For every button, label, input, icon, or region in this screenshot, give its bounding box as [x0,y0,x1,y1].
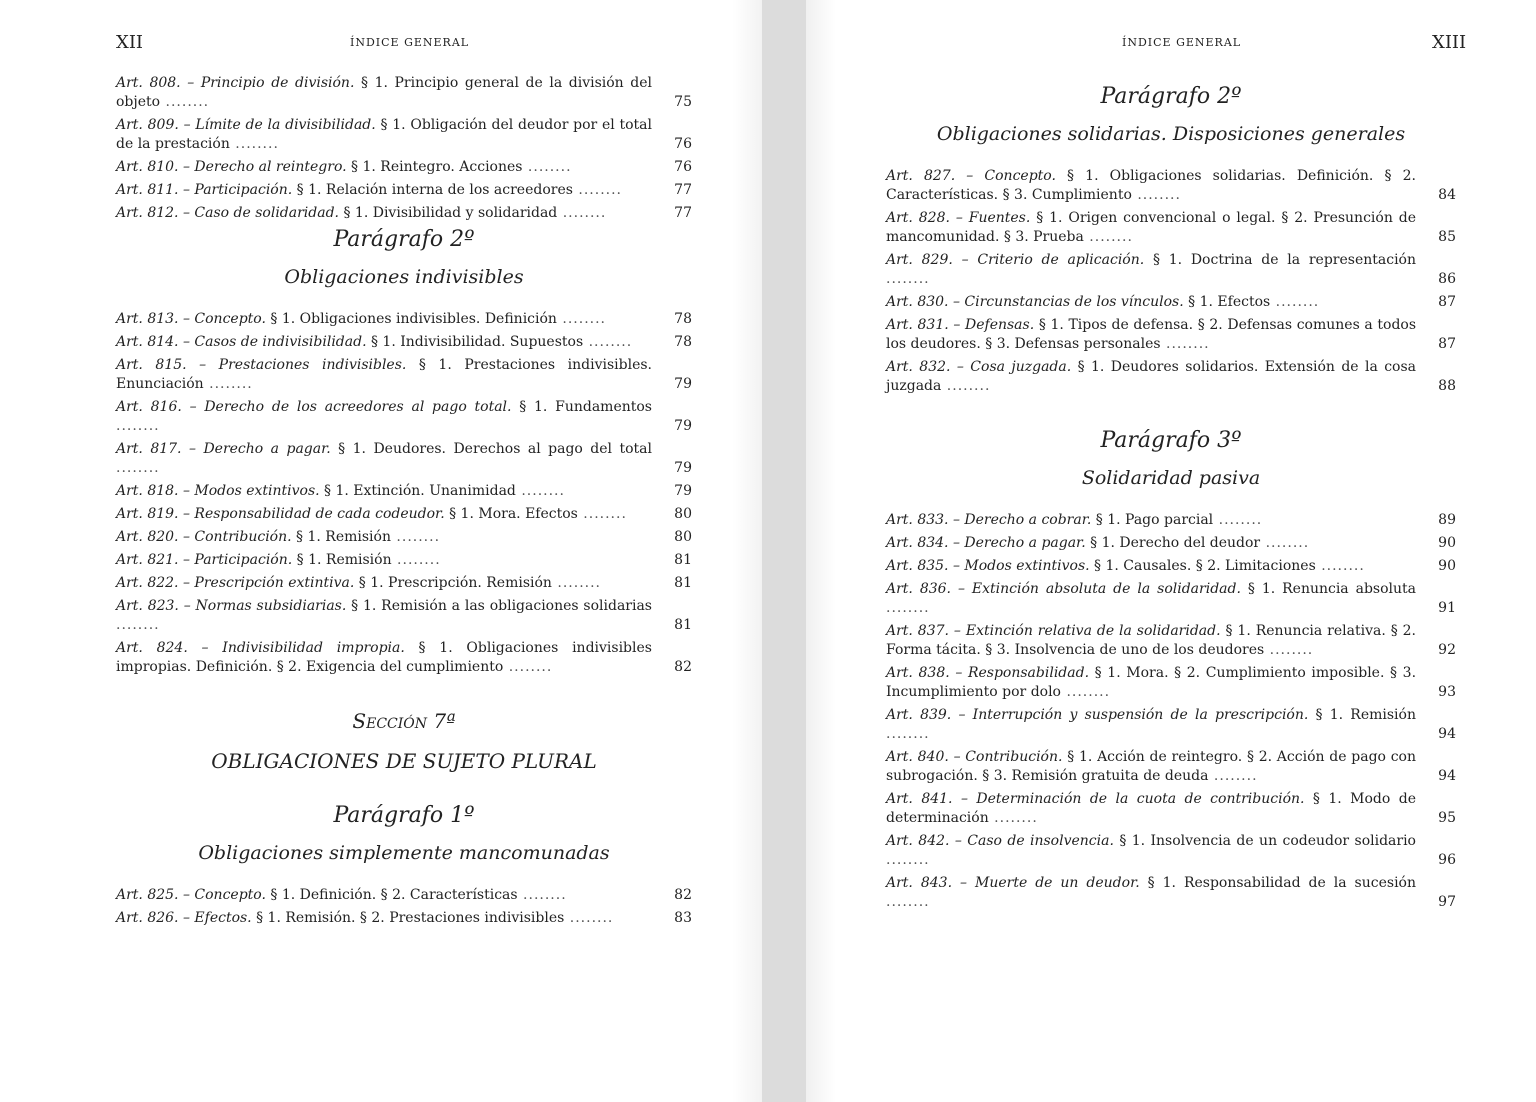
toc-entry-text [886,293,1456,312]
toc-entry[interactable] [116,440,692,478]
article-title: – Extinción relativa de la solidaridad. [953,623,1221,639]
toc-entry-text [886,167,1456,205]
article-title: – Derecho a pagar. [188,441,331,457]
toc-entry-text [886,832,1456,870]
dot-leader: ........ [557,205,607,221]
page-ref: 96 [1438,852,1456,868]
page-ref: 94 [1438,768,1456,784]
toc-entry[interactable] [886,293,1456,312]
toc-entry[interactable] [886,748,1456,786]
article-summary: § 1. Pago parcial [1091,512,1214,528]
article-label: Art. 837. [886,623,949,639]
article-summary: § 1. Indivisibilidad. Supuestos [366,334,584,350]
article-summary: § 1. Derecho del deudor [1085,535,1261,551]
article-label: Art. 830. [886,294,949,310]
article-label: Art. 838. [886,665,950,681]
paragraph-heading: Parágrafo 3º [1100,428,1242,453]
paragraph-heading: Parágrafo 1º [333,803,475,828]
toc-entry[interactable] [116,551,692,570]
page-ref: 92 [1438,642,1456,658]
article-summary: § 1. Extinción. Unanimidad [319,483,516,499]
toc-entry-text [886,358,1456,396]
dot-leader: ........ [116,460,160,476]
toc-entry-text [886,748,1456,786]
paragraph-heading: Obligaciones solidarias. Disposiciones generales [936,123,1406,145]
article-summary: § 1. Mora. § 2. Cumplimiento imposible. § 3. Incumplimiento por dolo [886,665,1417,700]
page-number: XII [116,32,144,53]
article-title: – Cosa juzgada. [956,359,1072,375]
toc-entry[interactable] [886,534,1456,553]
dot-leader: ........ [577,506,627,522]
paragraph-heading: Solidaridad pasiva [1081,467,1261,489]
page-ref: 87 [1438,336,1456,352]
toc-entry-text [116,356,692,394]
article-title: – Participación. [182,552,293,568]
toc-entry[interactable] [116,333,692,352]
article-title: – Derecho a pagar. [952,535,1086,551]
article-title: – Normas subsidiarias. [183,598,347,614]
page-ref: 79 [674,460,692,476]
spacer [116,681,692,709]
article-title: – Circunstancias de los vínculos. [952,294,1184,310]
article-title: – Responsabilidad de cada codeudor. [182,506,445,522]
toc-entry[interactable] [886,874,1456,912]
article-label: Art. 818. [116,483,179,499]
article-summary: § 1. Obligación del deudor por el total de la prestación [116,117,652,152]
toc-entry-text [116,181,692,200]
article-title: – Concepto. [182,311,266,327]
article-title: – Determinación de la cuota de contribución. [960,791,1305,807]
article-summary: § 1. Prescripción. Remisión [354,575,552,591]
dot-leader: ........ [556,311,606,327]
page-ref: 93 [1438,684,1456,700]
toc-entry-text [886,511,1456,530]
article-summary: § 1. Prestaciones indivisibles. Enunciación [116,357,652,392]
toc-entry[interactable] [886,167,1456,205]
paragraph-heading: Obligaciones indivisibles [284,266,524,288]
toc-column [886,84,1456,916]
dot-leader: ........ [1083,229,1133,245]
article-title: – Derecho de los acreedores al pago total. [189,399,512,415]
spacer [886,400,1456,428]
dot-leader: ........ [515,483,565,499]
dot-leader: ........ [886,726,930,742]
toc-entry[interactable] [886,622,1456,660]
dot-leader: ........ [203,376,253,392]
article-label: Art. 831. [886,317,949,333]
article-summary: § 1. Reintegro. Acciones [346,159,523,175]
toc-entry-text [886,622,1456,660]
page-ref: 81 [674,617,692,633]
toc-entry[interactable] [116,310,692,329]
toc-entry-text [886,790,1456,828]
toc-entry-text [116,204,692,223]
page-ref: 85 [1438,229,1456,245]
article-label: Art. 828. [886,210,950,226]
article-summary: § 1. Efectos [1183,294,1271,310]
article-summary: § 1. Renuncia relativa. § 2. Forma tácita. § 3. Insolvencia de uno de los deudores [886,623,1416,658]
dot-leader: ........ [886,600,930,616]
paragraph-heading: Obligaciones simplemente mancomunadas [198,842,610,864]
gutter-shadow [732,0,762,1102]
dot-leader: ........ [116,418,160,434]
article-label: Art. 808. [116,75,181,91]
article-title: – Contribución. [182,529,292,545]
article-title: – Concepto. [966,168,1056,184]
page-ref: 94 [1438,726,1456,742]
article-summary: § 1. Fundamentos [511,399,652,415]
toc-entry-text [116,886,692,905]
article-summary: § 1. Remisión. § 2. Prestaciones indivisibles [251,910,565,926]
page-ref: 79 [674,418,692,434]
toc-entry-text [116,505,692,524]
toc-entry-text [116,74,692,112]
toc-entry[interactable] [116,356,692,394]
article-title: – Límite de la divisibilidad. [183,117,376,133]
page-ref: 83 [674,910,692,926]
paragraph-heading: Parágrafo 2º [333,227,475,252]
article-summary: § 1. Insolvencia de un codeudor solidario [1113,833,1416,849]
toc-entry-text [886,209,1456,247]
article-summary: § 1. Relación interna de los acreedores [292,182,573,198]
page-ref: 75 [674,94,692,110]
toc-entry[interactable] [886,832,1456,870]
article-label: Art. 810. [116,159,179,175]
page-ref: 86 [1438,271,1456,287]
paragraph-heading: Parágrafo 2º [1100,84,1242,109]
article-summary: § 1. Deudores. Derechos al pago del total [330,441,652,457]
article-label: Art. 820. [116,529,179,545]
toc-entry[interactable] [116,204,692,223]
page-ref: 77 [674,182,692,198]
dot-leader: ........ [160,94,210,110]
toc-entry-text [886,706,1456,744]
article-summary: § 1. Responsabilidad de la sucesión [1139,875,1416,891]
toc-entry[interactable] [886,664,1456,702]
toc-entry-text [116,158,692,177]
toc-column [116,74,692,932]
toc-entry[interactable] [116,528,692,547]
article-label: Art. 815. [116,357,187,373]
toc-entry[interactable] [886,790,1456,828]
toc-entry[interactable] [886,511,1456,530]
page-ref: 97 [1438,894,1456,910]
article-label: Art. 842. [886,833,950,849]
dot-leader: ........ [116,617,160,633]
toc-entry-text [886,251,1456,289]
article-label: Art. 825. [116,887,179,903]
page-ref: 82 [674,887,692,903]
dot-leader: ........ [522,159,572,175]
article-title: – Extinción absoluta de la solidaridad. [957,581,1241,597]
dot-leader: ........ [564,910,614,926]
toc-entry-text [116,528,692,547]
article-title: – Interrupción y suspensión de la prescripción. [958,707,1309,723]
toc-entry-text [116,551,692,570]
page-ref: 95 [1438,810,1456,826]
dot-leader: ........ [1208,768,1258,784]
article-title: – Derecho al reintegro. [182,159,347,175]
toc-entry[interactable] [116,886,692,905]
dot-leader: ........ [1315,558,1365,574]
dot-leader: ........ [1260,535,1310,551]
article-label: Art. 809. [116,117,179,133]
page-ref: 77 [674,205,692,221]
article-label: Art. 840. [886,749,949,765]
section-heading: OBLIGACIONES DE SUJETO PLURAL [211,749,597,773]
toc-entry-text [886,874,1456,912]
toc-entry[interactable] [886,358,1456,396]
dot-leader: ........ [583,334,633,350]
article-label: Art. 832. [886,359,951,375]
section-heading: Sección 7ª [352,709,456,733]
dot-leader: ........ [1131,187,1181,203]
toc-entry[interactable] [116,597,692,635]
dot-leader: ........ [572,182,622,198]
dot-leader: ........ [886,852,930,868]
toc-entry-text [116,310,692,329]
toc-entry[interactable] [886,251,1456,289]
article-label: Art. 816. [116,399,182,415]
page-ref: 78 [674,311,692,327]
toc-entry-text [886,580,1456,618]
page-ref: 88 [1438,378,1456,394]
toc-entry-text [116,333,692,352]
article-title: – Responsabilidad. [955,665,1090,681]
article-title: – Prestaciones indivisibles. [199,357,407,373]
page-ref: 81 [674,552,692,568]
article-summary: § 1. Remisión a las obligaciones solidarias [346,598,652,614]
article-summary: § 1. Obligaciones indivisibles. Definición [265,311,557,327]
dot-leader: ........ [390,529,441,545]
article-label: Art. 819. [116,506,179,522]
article-title: – Efectos. [182,910,252,926]
article-summary: § 1. Deudores solidarios. Extensión de la cosa juzgada [886,359,1417,394]
article-title: – Modos extintivos. [952,558,1090,574]
article-title: – Modos extintivos. [182,483,320,499]
page-ref: 91 [1438,600,1456,616]
article-summary: § 1. Modo de determinación [886,791,1417,826]
article-title: – Defensas. [953,317,1035,333]
running-head: ÍNDICE GENERAL [1122,36,1242,49]
toc-entry-text [116,574,692,593]
page-ref: 80 [674,529,692,545]
dot-leader: ........ [517,887,567,903]
article-title: – Criterio de aplicación. [961,252,1145,268]
toc-entry-text [116,597,692,635]
article-label: Art. 835. [886,558,949,574]
toc-entry[interactable] [886,706,1456,744]
dot-leader: ........ [988,810,1038,826]
article-label: Art. 811. [116,182,179,198]
article-summary: § 1. Mora. Efectos [444,506,578,522]
toc-entry[interactable] [116,158,692,177]
article-label: Art. 834. [886,535,949,551]
dot-leader: ........ [1264,642,1314,658]
page-ref: 79 [674,483,692,499]
article-label: Art. 821. [116,552,179,568]
article-title: – Casos de indivisibilidad. [182,334,367,350]
article-summary: § 1. Acción de reintegro. § 2. Acción de pago con subrogación. § 3. Remisión gratuita de deuda [886,749,1416,784]
gutter-shadow [806,0,836,1102]
page-ref: 76 [674,159,692,175]
toc-entry[interactable] [886,316,1456,354]
toc-entry-text [116,639,692,677]
article-summary: § 1. Obligaciones solidarias. Definición. § 2. Características. § 3. Cumplimiento [886,168,1416,203]
toc-entry[interactable] [886,580,1456,618]
article-title: – Concepto. [182,887,266,903]
dot-leader: ........ [886,271,930,287]
toc-entry[interactable] [116,116,692,154]
left-page [0,0,762,1102]
page-number: XIII [1432,32,1467,53]
page-ref: 90 [1438,535,1456,551]
article-summary: § 1. Doctrina de la representación [1144,252,1416,268]
toc-entry[interactable] [886,209,1456,247]
dot-leader: ........ [886,894,930,910]
article-label: Art. 822. [116,575,179,591]
article-label: Art. 826. [116,910,179,926]
page-ref: 76 [674,136,692,152]
toc-entry-text [116,909,692,928]
toc-entry-text [886,316,1456,354]
page-ref: 82 [674,659,692,675]
article-summary: § 1. Renuncia absoluta [1240,581,1416,597]
article-title: – Caso de insolvencia. [954,833,1114,849]
article-label: Art. 833. [886,512,949,528]
article-title: – Prescripción extintiva. [182,575,355,591]
article-title: – Contribución. [953,749,1063,765]
page-ref: 80 [674,506,692,522]
page-ref: 81 [674,575,692,591]
article-label: Art. 841. [886,791,953,807]
dot-leader: ........ [229,136,279,152]
toc-entry[interactable] [116,574,692,593]
toc-entry[interactable] [116,398,692,436]
toc-entry-text [886,557,1456,576]
dot-leader: ........ [1160,336,1210,352]
toc-entry-text [116,398,692,436]
toc-entry-text [116,440,692,478]
dot-leader: ........ [1270,294,1320,310]
toc-entry[interactable] [116,74,692,112]
article-label: Art. 817. [116,441,182,457]
article-summary: § 1. Principio general de la división del objeto [116,75,653,110]
article-title: – Principio de división. [187,75,355,91]
page-ref: 79 [674,376,692,392]
dot-leader: ........ [1061,684,1111,700]
article-title: – Indivisibilidad impropia. [201,640,405,656]
page-ref: 89 [1438,512,1456,528]
page-ref: 78 [674,334,692,350]
toc-entry-text [116,482,692,501]
article-summary: § 1. Remisión [1308,707,1416,723]
article-label: Art. 839. [886,707,952,723]
article-label: Art. 843. [886,875,953,891]
running-head: ÍNDICE GENERAL [350,36,470,49]
toc-entry[interactable] [116,909,692,928]
page-ref: 87 [1438,294,1456,310]
article-summary: § 1. Tipos de defensa. § 2. Defensas comunes a todos los deudores. § 3. Defensas personales [886,317,1417,352]
article-label: Art. 823. [116,598,179,614]
toc-entry[interactable] [116,181,692,200]
article-title: – Participación. [182,182,293,198]
page-ref: 84 [1438,187,1456,203]
toc-entry-text [886,534,1456,553]
dot-leader: ........ [391,552,441,568]
article-summary: § 1. Remisión [291,529,391,545]
dot-leader: ........ [551,575,601,591]
dot-leader: ........ [1213,512,1263,528]
article-label: Art. 814. [116,334,179,350]
article-title: – Fuentes. [955,210,1031,226]
article-label: Art. 813. [116,311,179,327]
toc-entry[interactable] [116,639,692,677]
article-title: – Muerte de un deudor. [960,875,1140,891]
article-summary: § 1. Definición. § 2. Características [265,887,518,903]
page-ref: 90 [1438,558,1456,574]
dot-leader: ........ [503,659,553,675]
toc-entry[interactable] [886,557,1456,576]
article-title: – Derecho a cobrar. [952,512,1092,528]
article-title: – Caso de solidaridad. [182,205,340,221]
article-label: Art. 824. [116,640,188,656]
article-label: Art. 836. [886,581,951,597]
article-summary: § 1. Causales. § 2. Limitaciones [1089,558,1316,574]
article-summary: § 1. Remisión [292,552,392,568]
article-summary: § 1. Divisibilidad y solidaridad [339,205,558,221]
toc-entry-text [116,116,692,154]
article-label: Art. 812. [116,205,179,221]
toc-entry-text [886,664,1456,702]
toc-entry[interactable] [116,505,692,524]
article-label: Art. 829. [886,252,953,268]
article-label: Art. 827. [886,168,956,184]
dot-leader: ........ [941,378,991,394]
article-summary: § 1. Obligaciones indivisibles impropias. Definición. § 2. Exigencia del cumplimiento [116,640,652,675]
toc-entry[interactable] [116,482,692,501]
right-page [806,0,1536,1102]
article-summary: § 1. Origen convencional o legal. § 2. Presunción de mancomunidad. § 3. Prueba [886,210,1416,245]
